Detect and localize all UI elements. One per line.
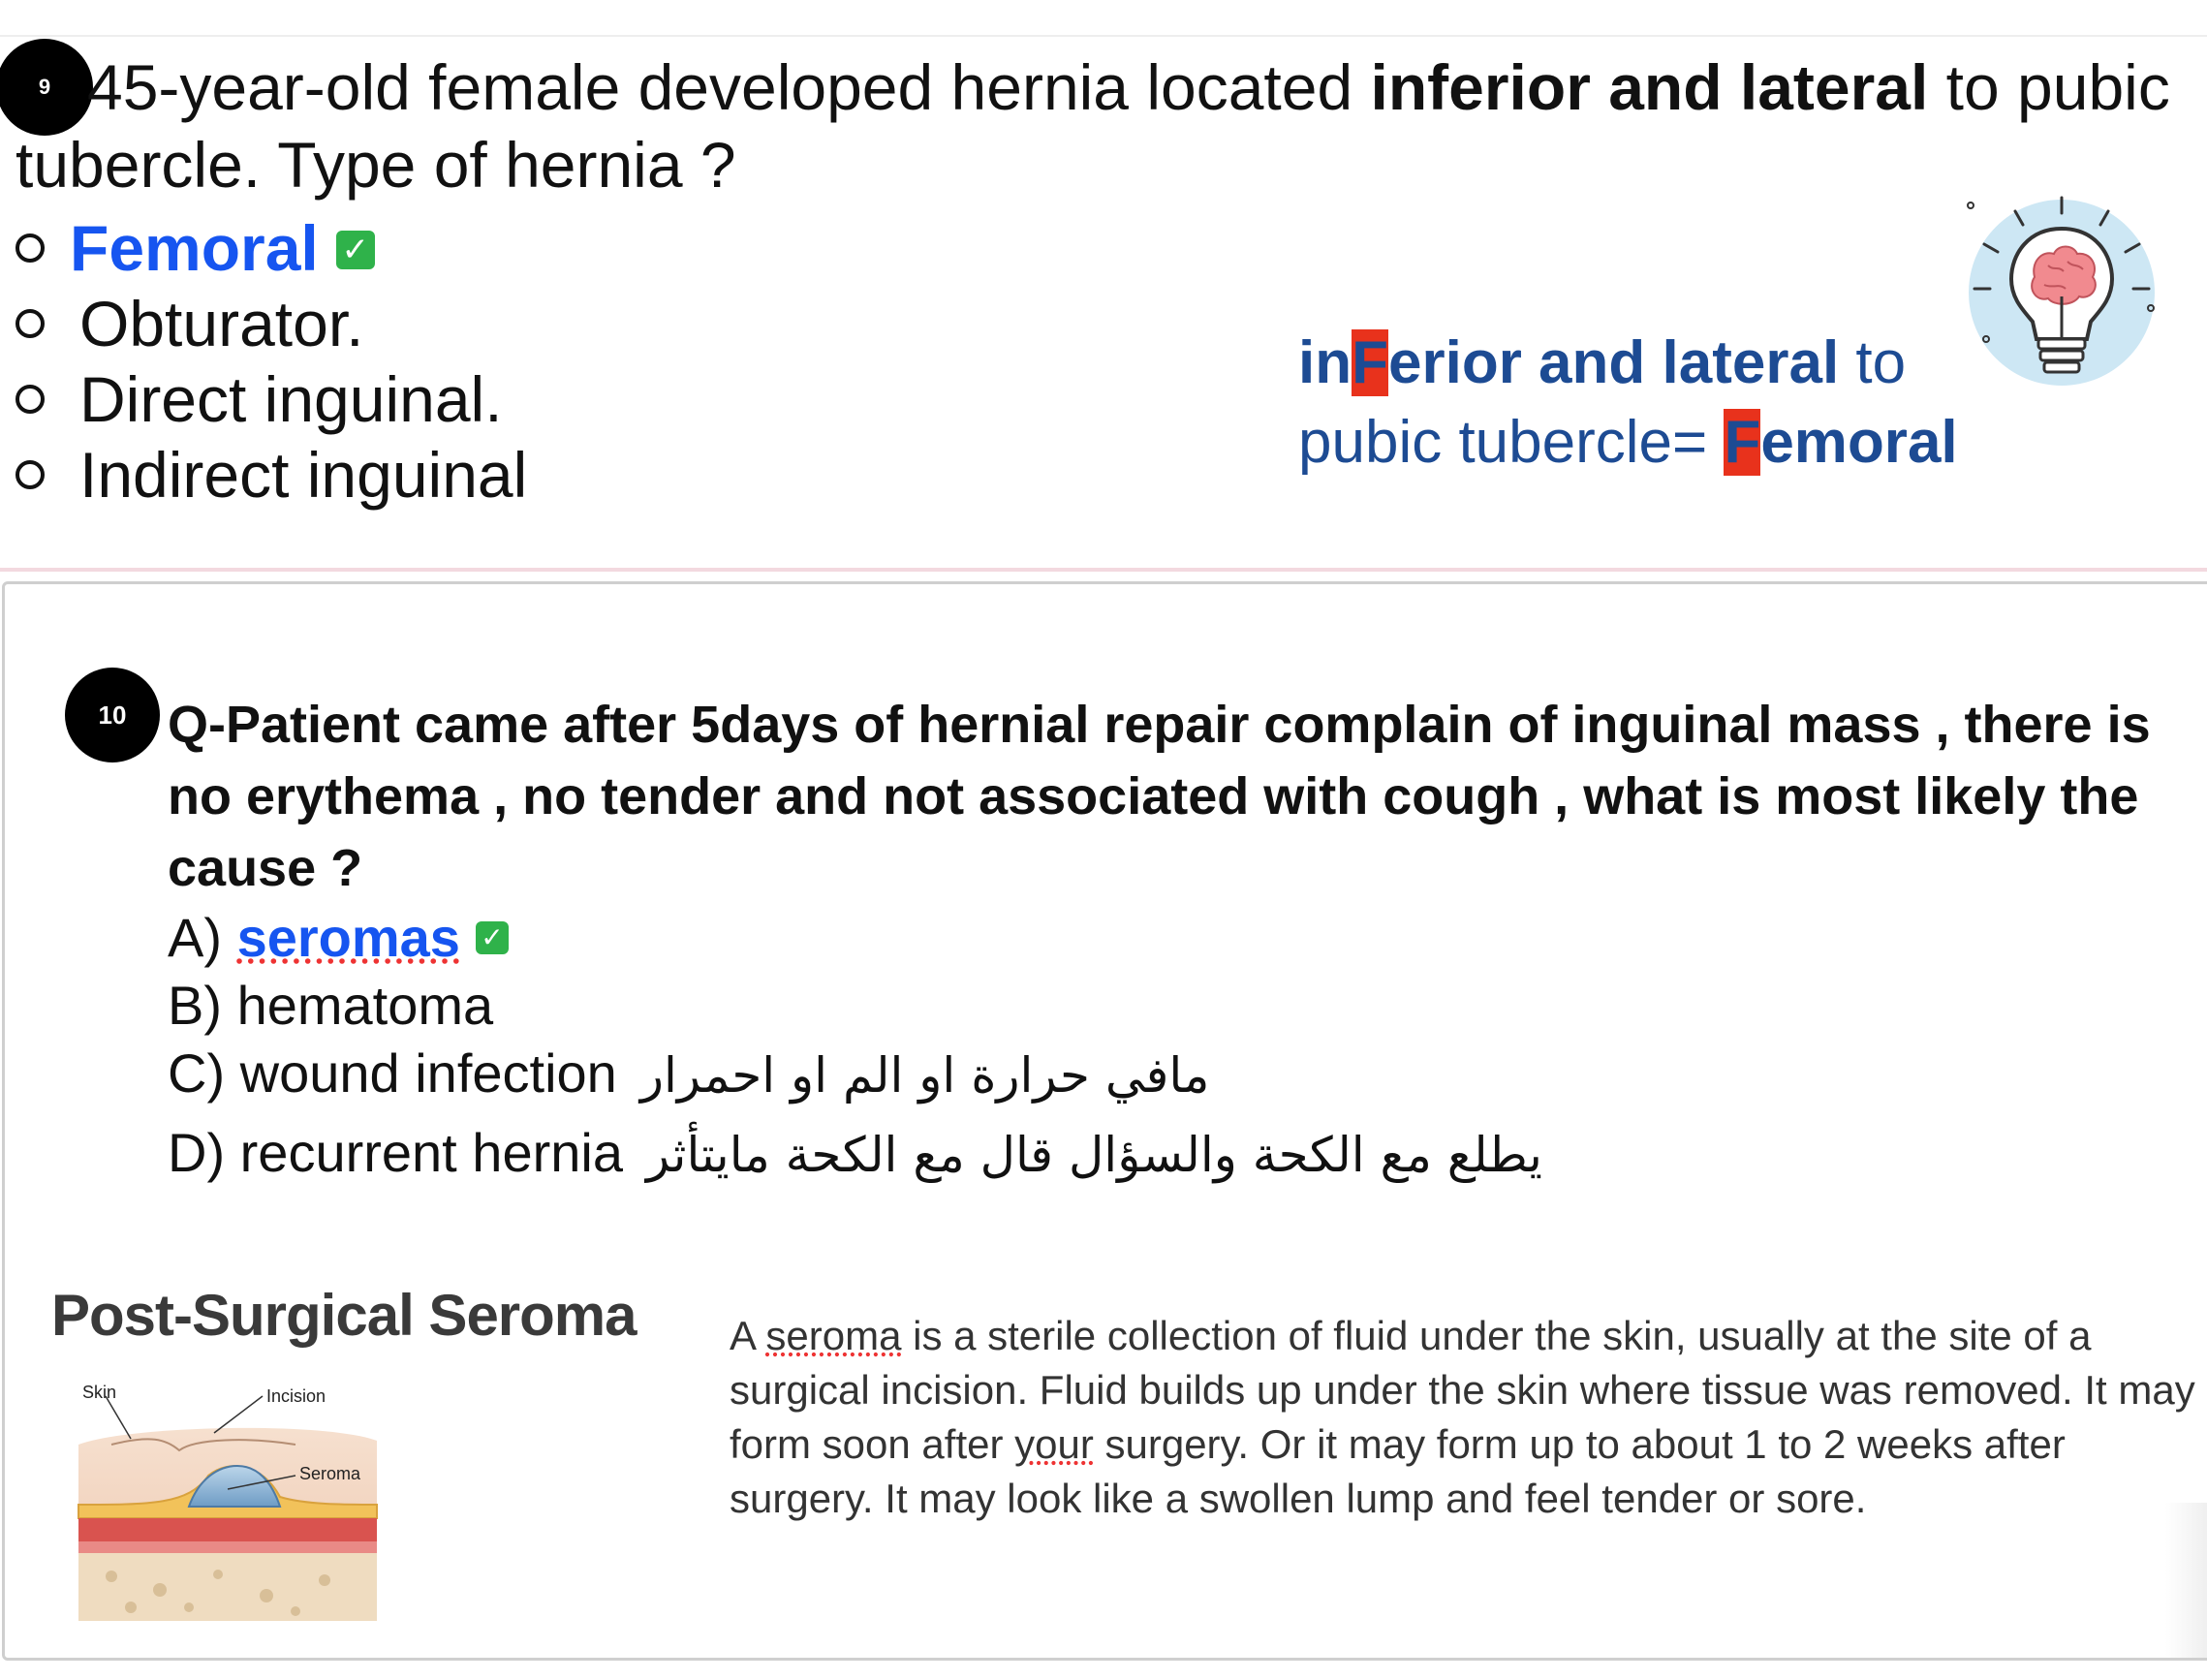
- question-number-badge: 9: [0, 39, 93, 136]
- option-label: Obturator.: [79, 288, 364, 359]
- option-obturator: [16, 285, 364, 362]
- lightbulb-brain-icon: [1947, 184, 2170, 407]
- hint-line-2: [1298, 403, 2035, 482]
- question-9-slide: [0, 0, 2207, 570]
- explanation-term: your: [1014, 1421, 1094, 1467]
- option-label: recurrent hernia: [239, 1122, 623, 1183]
- seroma-figure-title: Post-Surgical Seroma: [51, 1283, 637, 1348]
- explanation-term: seroma: [765, 1313, 902, 1358]
- hint-text: to: [1839, 329, 1907, 396]
- option-label: Indirect inguinal: [79, 439, 528, 511]
- question-9-bold: inferior and lateral: [1370, 51, 1929, 123]
- explanation-text: A: [730, 1313, 766, 1358]
- bullet-circle-icon: [16, 309, 45, 338]
- option-d-recurrent-hernia: [168, 1119, 1542, 1189]
- page-curl-shadow: [2165, 1503, 2207, 1658]
- option-label: seromas: [236, 907, 460, 968]
- hint-text: emoral: [1760, 409, 1958, 476]
- option-label: Femoral: [70, 212, 319, 284]
- bullet-circle-icon: [16, 233, 45, 263]
- hint-line-1: [1298, 324, 2035, 403]
- option-letter: A): [168, 907, 222, 968]
- option-label: hematoma: [236, 975, 494, 1036]
- option-label: Direct inguinal.: [79, 363, 503, 435]
- hint-highlight: F: [1352, 329, 1388, 396]
- hint-text: erior and lateral: [1387, 329, 1840, 396]
- slide-divider: [0, 568, 2207, 572]
- option-c-wound-infection: [168, 1040, 1209, 1109]
- option-a-seromas: [168, 904, 509, 972]
- explanation-text: is a sterile collection of fluid under the skin, usually at the site of a surgical incision. Fluid builds up under the skin where tissue was removed. It may form soon after: [730, 1313, 2195, 1467]
- option-arabic-note: مافي حرارة او الم او احمرار: [639, 1047, 1210, 1104]
- explanation-text: surgery. Or it may form up to about 1 to 2 weeks after surgery. It may look like a swollen lump and feel tender or sore.: [730, 1421, 2066, 1521]
- diagram-label-skin: Skin: [82, 1383, 117, 1402]
- option-letter: B): [168, 975, 222, 1036]
- diagram-label-seroma: Seroma: [299, 1464, 361, 1483]
- hint-highlight: F: [1724, 409, 1761, 476]
- mnemonic-hint: [1298, 324, 2035, 482]
- option-label: wound infection: [239, 1042, 617, 1104]
- seroma-explanation: [730, 1309, 2207, 1526]
- check-mark-icon: ✓: [476, 921, 509, 954]
- option-indirect-inguinal: [16, 436, 527, 513]
- question-10-slide: [2, 581, 2207, 1661]
- bullet-circle-icon: [16, 385, 45, 414]
- diagram-label-incision: Incision: [266, 1386, 326, 1406]
- option-b-hematoma: [168, 972, 493, 1040]
- option-letter: C): [168, 1042, 226, 1104]
- question-9-text: [16, 48, 2195, 203]
- question-10-text: Q-Patient came after 5days of hernial repair complain of inguinal mass , there is no erythema , no tender and not associated with cough , what is most likely the cause ?: [168, 696, 2151, 897]
- top-divider: [0, 35, 2207, 37]
- question-9-part1: 45-year-old female developed hernia located: [87, 51, 1371, 123]
- option-femoral: [16, 209, 375, 287]
- hint-text: pubic tubercle=: [1298, 409, 1725, 476]
- hint-text: in: [1298, 329, 1352, 396]
- check-mark-icon: ✓: [336, 231, 375, 269]
- option-letter: D): [168, 1122, 226, 1183]
- option-arabic-note: يطلع مع الكحة والسؤال قال مع الكحة مايتأثر: [645, 1127, 1542, 1183]
- question-number-badge: 10: [65, 668, 160, 762]
- seroma-diagram: [73, 1383, 383, 1621]
- option-direct-inguinal: [16, 360, 503, 438]
- bullet-circle-icon: [16, 460, 45, 489]
- question-9-part2: to pubic tubercle. Type of hernia ?: [16, 51, 2170, 201]
